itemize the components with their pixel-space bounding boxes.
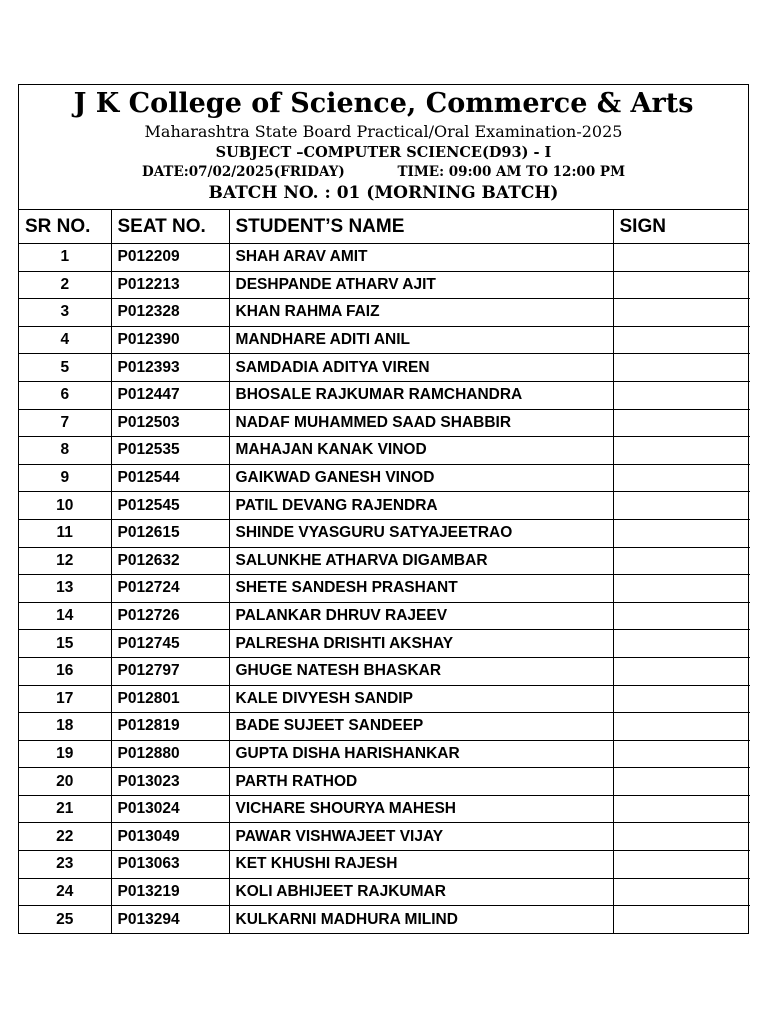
table-row: [19, 851, 750, 879]
table-row: [19, 299, 750, 327]
sr-no-cell: 22: [19, 823, 111, 851]
sign-cell: [613, 244, 750, 272]
sign-cell: [613, 713, 750, 741]
table-row: [19, 795, 750, 823]
student-name-cell: SAMDADIA ADITYA VIREN: [229, 354, 613, 382]
sign-cell: [613, 602, 750, 630]
table-row: [19, 657, 750, 685]
column-header-sign: SIGN: [613, 210, 750, 244]
seat-no-cell: P012880: [111, 740, 229, 768]
sr-no-cell: 14: [19, 602, 111, 630]
sign-cell: [613, 823, 750, 851]
table-row: [19, 409, 750, 437]
sign-cell: [613, 851, 750, 879]
student-name-cell: PATIL DEVANG RAJENDRA: [229, 492, 613, 520]
student-name-cell: KOLI ABHIJEET RAJKUMAR: [229, 878, 613, 906]
student-name-cell: SHINDE VYASGURU SATYAJEETRAO: [229, 519, 613, 547]
sr-no-cell: 19: [19, 740, 111, 768]
seat-no-cell: P012544: [111, 464, 229, 492]
exam-board-line: Maharashtra State Board Practical/Oral Examination-2025: [144, 122, 623, 141]
table-header-row: [19, 210, 750, 244]
sign-cell: [613, 630, 750, 658]
seat-no-cell: P013063: [111, 851, 229, 879]
sr-no-cell: 2: [19, 271, 111, 299]
sr-no-cell: 13: [19, 575, 111, 603]
student-name-cell: PALANKAR DHRUV RAJEEV: [229, 602, 613, 630]
sr-no-cell: 1: [19, 244, 111, 272]
seat-no-cell: P012213: [111, 271, 229, 299]
student-name-cell: PAWAR VISHWAJEET VIJAY: [229, 823, 613, 851]
table-row: [19, 630, 750, 658]
student-name-cell: PARTH RATHOD: [229, 768, 613, 796]
student-name-cell: SALUNKHE ATHARVA DIGAMBAR: [229, 547, 613, 575]
sign-cell: [613, 354, 750, 382]
seat-no-cell: P013219: [111, 878, 229, 906]
seat-no-cell: P013294: [111, 906, 229, 933]
table-row: [19, 878, 750, 906]
seat-no-cell: P012819: [111, 713, 229, 741]
sign-cell: [613, 795, 750, 823]
sheet-header: [19, 85, 748, 210]
sr-no-cell: 21: [19, 795, 111, 823]
seat-no-cell: P012726: [111, 602, 229, 630]
seat-no-cell: P012535: [111, 437, 229, 465]
sign-cell: [613, 768, 750, 796]
seat-no-cell: P012390: [111, 326, 229, 354]
table-row: [19, 685, 750, 713]
table-row: [19, 492, 750, 520]
sign-cell: [613, 657, 750, 685]
table-row: [19, 823, 750, 851]
sign-cell: [613, 326, 750, 354]
sr-no-cell: 16: [19, 657, 111, 685]
student-name-cell: KHAN RAHMA FAIZ: [229, 299, 613, 327]
sign-cell: [613, 271, 750, 299]
seat-no-cell: P012393: [111, 354, 229, 382]
date-time-line: [19, 163, 748, 181]
table-row: [19, 740, 750, 768]
sign-cell: [613, 519, 750, 547]
sign-cell: [613, 906, 750, 933]
exam-time: TIME: 09:00 AM TO 12:00 PM: [397, 164, 626, 180]
sr-no-cell: 4: [19, 326, 111, 354]
table-row: [19, 713, 750, 741]
sr-no-cell: 18: [19, 713, 111, 741]
sign-cell: [613, 299, 750, 327]
student-name-cell: SHETE SANDESH PRASHANT: [229, 575, 613, 603]
seat-no-cell: P012797: [111, 657, 229, 685]
student-name-cell: KULKARNI MADHURA MILIND: [229, 906, 613, 933]
sr-no-cell: 11: [19, 519, 111, 547]
sr-no-cell: 15: [19, 630, 111, 658]
column-header-seat-no: SEAT NO.: [111, 210, 229, 244]
sr-no-cell: 24: [19, 878, 111, 906]
sr-no-cell: 10: [19, 492, 111, 520]
sr-no-cell: 7: [19, 409, 111, 437]
sign-cell: [613, 381, 750, 409]
subject-line: SUBJECT –COMPUTER SCIENCE(D93) - I: [215, 144, 552, 161]
student-name-cell: VICHARE SHOURYA MAHESH: [229, 795, 613, 823]
sr-no-cell: 12: [19, 547, 111, 575]
table-row: [19, 547, 750, 575]
table-row: [19, 244, 750, 272]
seat-no-cell: P012745: [111, 630, 229, 658]
table-row: [19, 906, 750, 933]
sr-no-cell: 9: [19, 464, 111, 492]
sr-no-cell: 20: [19, 768, 111, 796]
student-name-cell: KET KHUSHI RAJESH: [229, 851, 613, 879]
sign-cell: [613, 464, 750, 492]
sign-cell: [613, 685, 750, 713]
sign-cell: [613, 740, 750, 768]
student-name-cell: PALRESHA DRISHTI AKSHAY: [229, 630, 613, 658]
sign-cell: [613, 437, 750, 465]
student-name-cell: NADAF MUHAMMED SAAD SHABBIR: [229, 409, 613, 437]
table-row: [19, 464, 750, 492]
sign-cell: [613, 878, 750, 906]
sr-no-cell: 8: [19, 437, 111, 465]
exam-date: DATE:07/02/2025(FRIDAY): [141, 164, 345, 180]
sign-cell: [613, 492, 750, 520]
sign-cell: [613, 575, 750, 603]
batch-line: BATCH NO. : 01 (MORNING BATCH): [208, 183, 559, 203]
seat-no-cell: P013023: [111, 768, 229, 796]
sr-no-cell: 17: [19, 685, 111, 713]
table-row: [19, 768, 750, 796]
seat-no-cell: P012209: [111, 244, 229, 272]
college-name: J K College of Science, Commerce & Arts: [73, 88, 694, 119]
table-row: [19, 575, 750, 603]
table-row: [19, 271, 750, 299]
student-table: [19, 210, 750, 933]
student-name-cell: GHUGE NATESH BHASKAR: [229, 657, 613, 685]
seat-no-cell: P013049: [111, 823, 229, 851]
student-name-cell: DESHPANDE ATHARV AJIT: [229, 271, 613, 299]
table-row: [19, 602, 750, 630]
sr-no-cell: 25: [19, 906, 111, 933]
table-row: [19, 326, 750, 354]
table-row: [19, 437, 750, 465]
student-name-cell: SHAH ARAV AMIT: [229, 244, 613, 272]
student-name-cell: MANDHARE ADITI ANIL: [229, 326, 613, 354]
student-name-cell: BHOSALE RAJKUMAR RAMCHANDRA: [229, 381, 613, 409]
seat-no-cell: P012447: [111, 381, 229, 409]
sign-cell: [613, 547, 750, 575]
sr-no-cell: 23: [19, 851, 111, 879]
student-name-cell: GUPTA DISHA HARISHANKAR: [229, 740, 613, 768]
attendance-sheet: [18, 84, 749, 934]
column-header-student-name: STUDENT’S NAME: [229, 210, 613, 244]
seat-no-cell: P013024: [111, 795, 229, 823]
seat-no-cell: P012632: [111, 547, 229, 575]
seat-no-cell: P012724: [111, 575, 229, 603]
seat-no-cell: P012545: [111, 492, 229, 520]
table-row: [19, 354, 750, 382]
column-header-sr-no: SR NO.: [19, 210, 111, 244]
sign-cell: [613, 409, 750, 437]
table-row: [19, 381, 750, 409]
student-name-cell: MAHAJAN KANAK VINOD: [229, 437, 613, 465]
seat-no-cell: P012615: [111, 519, 229, 547]
sr-no-cell: 6: [19, 381, 111, 409]
student-name-cell: BADE SUJEET SANDEEP: [229, 713, 613, 741]
seat-no-cell: P012503: [111, 409, 229, 437]
sr-no-cell: 3: [19, 299, 111, 327]
seat-no-cell: P012801: [111, 685, 229, 713]
student-name-cell: GAIKWAD GANESH VINOD: [229, 464, 613, 492]
sr-no-cell: 5: [19, 354, 111, 382]
student-name-cell: KALE DIVYESH SANDIP: [229, 685, 613, 713]
table-row: [19, 519, 750, 547]
seat-no-cell: P012328: [111, 299, 229, 327]
